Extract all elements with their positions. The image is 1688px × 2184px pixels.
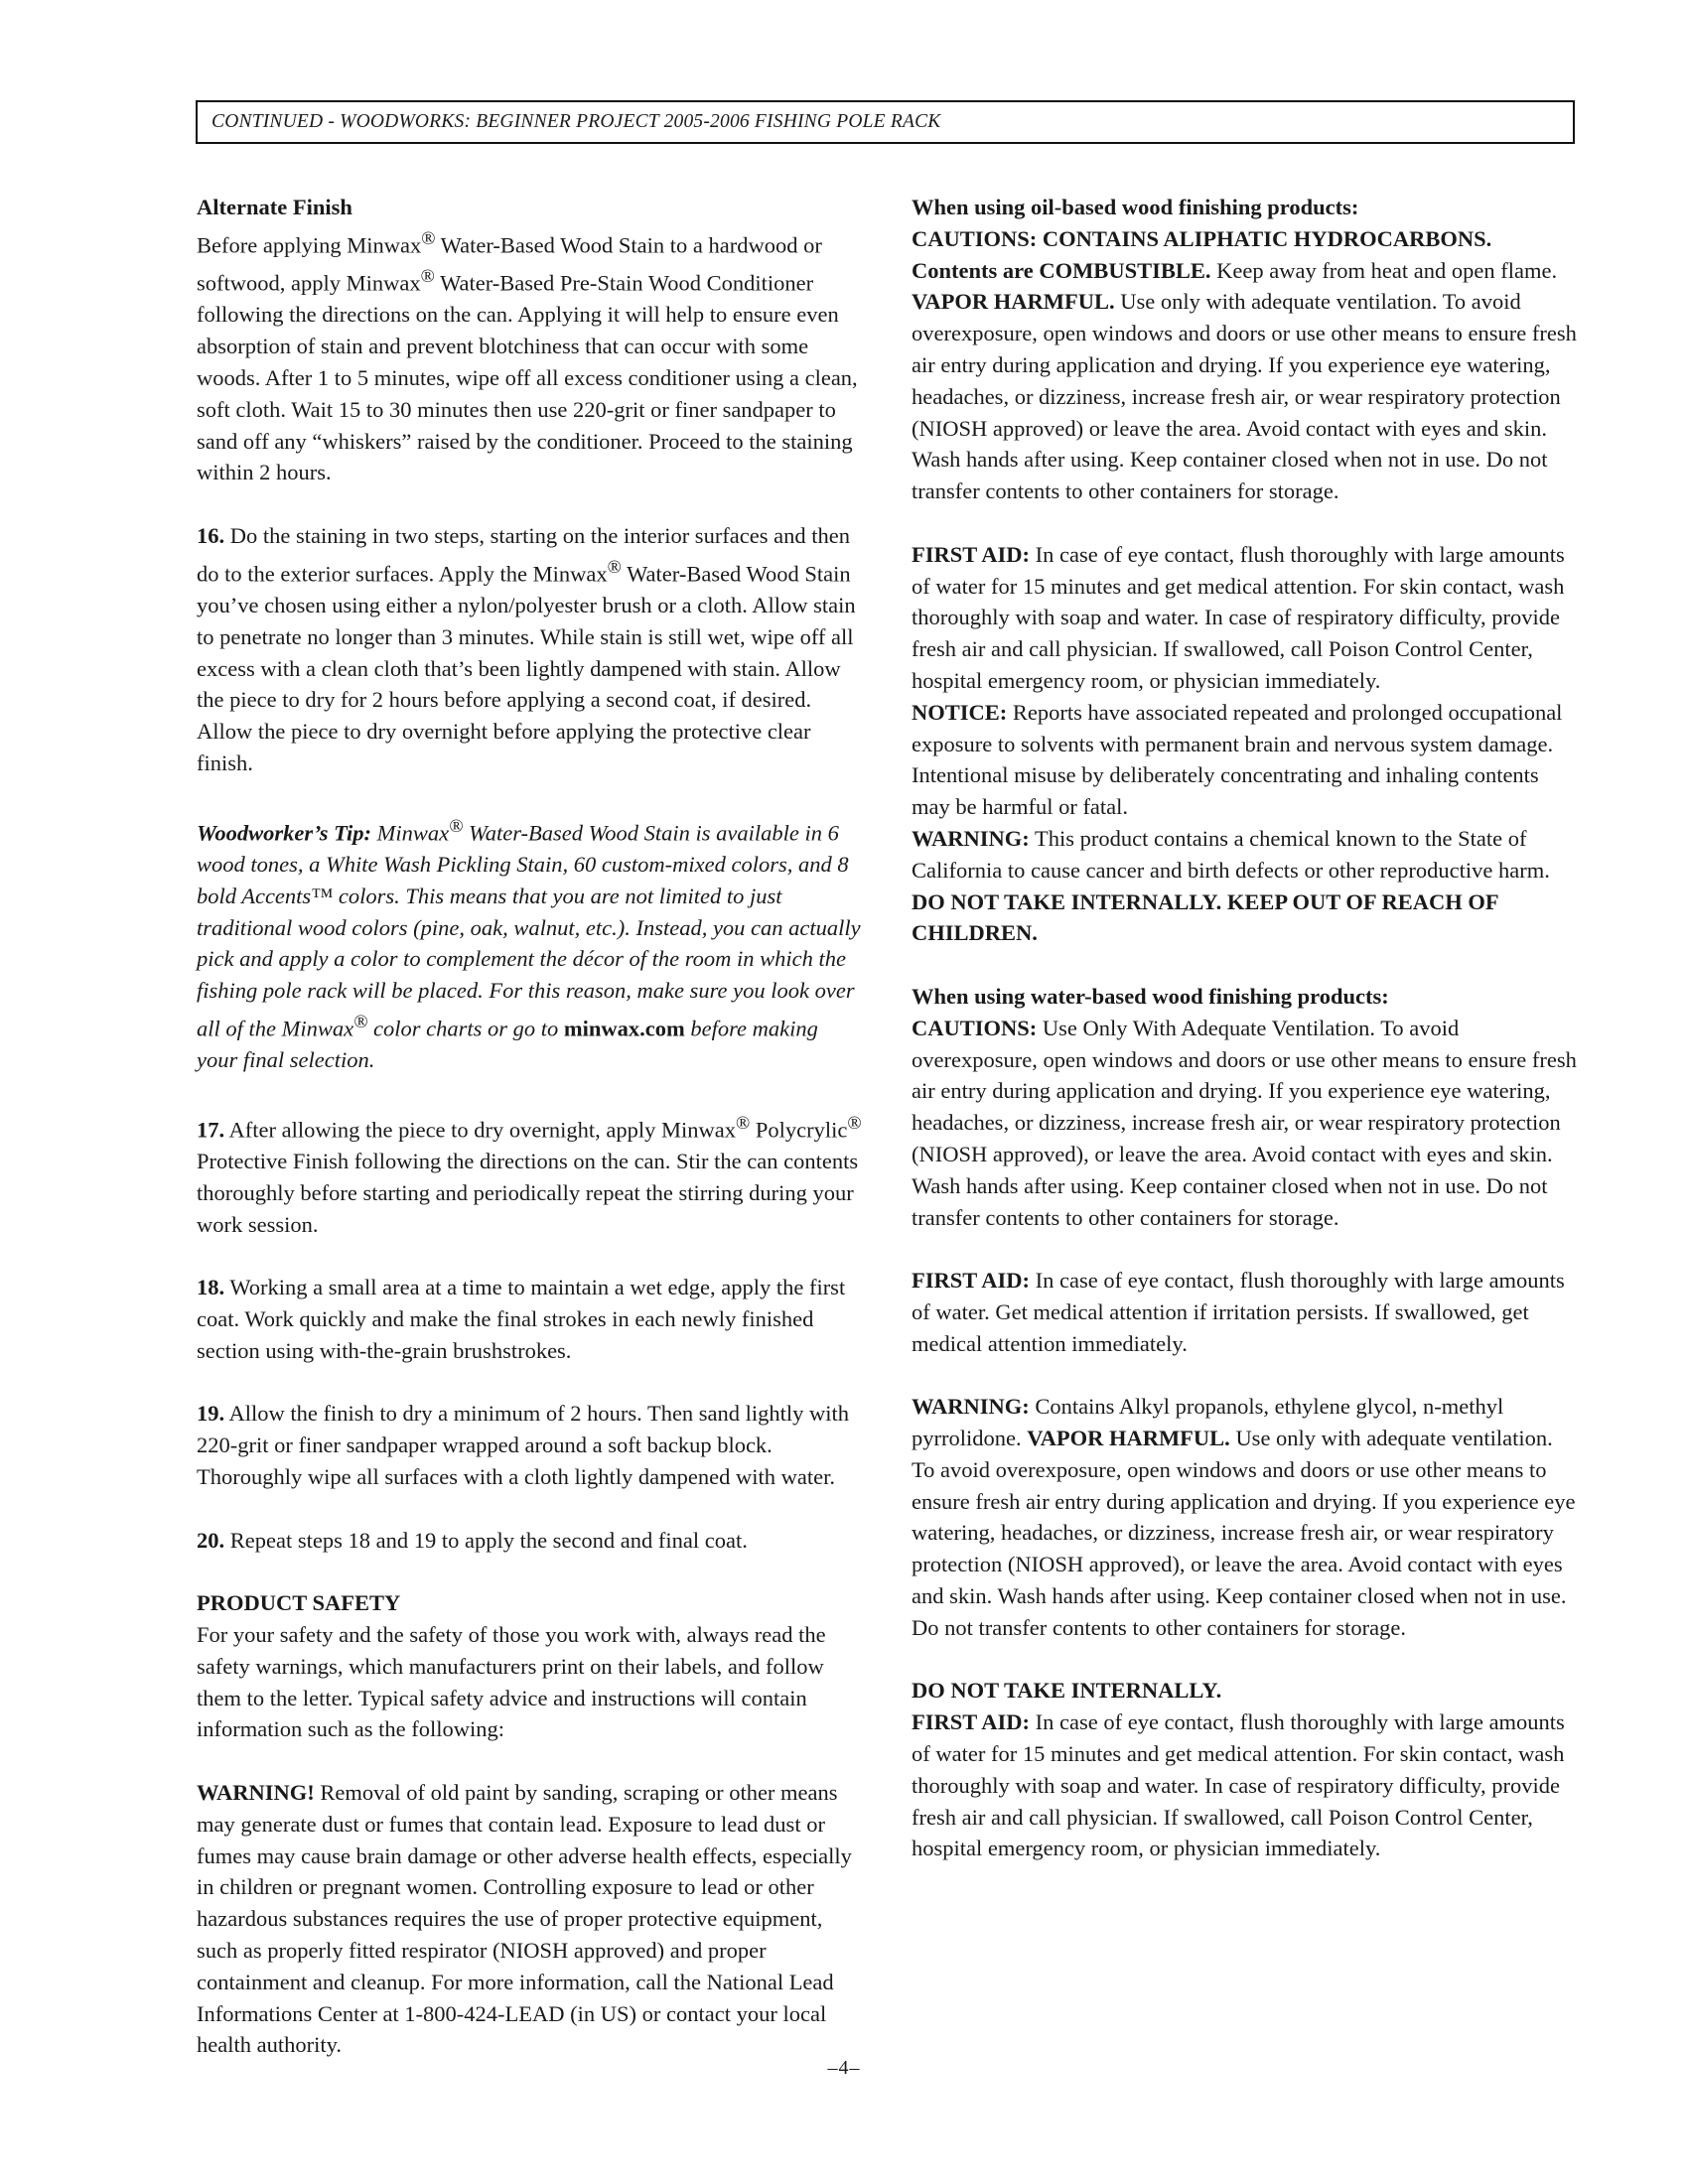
- step-19: [197, 1398, 862, 1492]
- product-safety-text: For your safety and the safety of those you work with, always read the safety warnings, which manufacturers print on their labels, and follow them to the letter. Typical safety advice and instructions will contain information such as the following:: [197, 1622, 826, 1742]
- first-aid-label: FIRST AID:: [912, 1268, 1030, 1294]
- first-aid-label: FIRST AID:: [912, 541, 1030, 567]
- warning-label: WARNING!: [197, 1780, 315, 1806]
- water-based-final-section: [912, 1675, 1579, 1864]
- tip-text: Water-Based Wood Stain is available in 6 wood tones, a White Wash Pickling Stain, 60 custom-mixed colors, and 8 bold Accents™ colors. This means that you are not limited to just traditional wood colors (pine, oak, walnut, etc.). Instead, you can actually pick and apply a color to complement the décor of the room in which the fishing pole rack will be placed. For this reason, make sure you look over all of the Minwax: [197, 820, 861, 1041]
- product-safety-section: [197, 1587, 862, 1745]
- step-text: Polycrylic: [750, 1117, 848, 1143]
- first-aid-text: In case of eye contact, flush thoroughly with large amounts of water for 15 minutes and get medical attention. For skin contact, wash thoroughly with soap and water. In case of respiratory difficulty, provide fresh air and call physician. If swallowed, call Poison Control Center, hospital emergency room, or physician immediately.: [912, 1709, 1565, 1861]
- warning-label: WARNING:: [912, 1394, 1030, 1420]
- step-16: [197, 520, 862, 779]
- registered-mark: ®: [847, 1112, 862, 1134]
- step-text: After allowing the piece to dry overnight, apply Minwax: [224, 1117, 736, 1143]
- step-17: [197, 1108, 862, 1241]
- oil-based-section: [912, 192, 1579, 507]
- tip-text: before making your final selection.: [197, 1016, 818, 1073]
- oil-based-heading: When using oil-based wood finishing products:: [912, 195, 1359, 219]
- vapor-harmful-label: VAPOR HARMFUL.: [912, 289, 1115, 315]
- page-number: –4–: [827, 2057, 861, 2079]
- water-based-heading: When using water-based wood finishing products:: [912, 983, 1389, 1009]
- woodworkers-tip: [197, 811, 862, 1076]
- tip-label: Woodworker’s Tip:: [197, 820, 372, 846]
- step-text: Repeat steps 18 and 19 to apply the second and final coat.: [224, 1527, 748, 1553]
- step-number: 19.: [197, 1401, 225, 1427]
- first-aid-label: FIRST AID:: [912, 1709, 1030, 1735]
- step-number: 20.: [197, 1527, 225, 1553]
- warning-label: WARNING:: [912, 825, 1030, 851]
- registered-mark: ®: [449, 815, 464, 837]
- caution-label: CAUTIONS:: [912, 1015, 1038, 1040]
- registered-mark: ®: [421, 227, 436, 249]
- registered-mark: ®: [736, 1112, 751, 1134]
- step-number: 16.: [197, 522, 225, 548]
- step-number: 17.: [197, 1117, 225, 1143]
- step-text: Working a small area at a time to maintain a wet edge, apply the first coat. Work quickly and make the final strokes in each newly finished section using with-the-grain brushstrokes.: [197, 1275, 846, 1363]
- alternate-finish-section: [197, 192, 862, 488]
- notice-label: NOTICE:: [912, 699, 1008, 725]
- caution-text: Keep away from heat and open flame.: [1210, 257, 1558, 283]
- warning-text: This product contains a chemical known to the State of California to cause cancer and birth defects or other reproductive harm.: [912, 825, 1550, 883]
- step-text: Water-Based Wood Stain you’ve chosen using either a nylon/polyester brush or a cloth. Allow stain to penetrate no longer than 3 minutes. While stain is still wet, wipe off all excess with a clean cloth that’s been lightly dampened with stain. Allow the piece to dry for 2 hours before applying a second coat, if desired. Allow the piece to dry overnight before applying the protective clear finish.: [197, 561, 856, 776]
- caution-text: Use only with adequate ventilation. To avoid overexposure, open windows and doors or use other means to ensure fresh air entry during application and drying. If you experience eye watering, headaches, or dizziness, increase fresh air, or wear respiratory protection (NIOSH approved) or leave the area. Avoid contact with eyes and skin. Wash hands after using. Keep container closed when not in use. Do not transfer contents to other containers for storage.: [912, 289, 1577, 504]
- caution-text: Use Only With Adequate Ventilation. To avoid overexposure, open windows and doors or use other means to ensure fresh air entry during application and drying. If you experience eye watering, headaches, or dizziness, increase fresh air, or wear respiratory protection (NIOSH approved), or leave the area. Avoid contact with eyes and skin. Wash hands after using. Keep container closed when not in use. Do not transfer contents to other containers for storage.: [912, 1015, 1577, 1230]
- step-text: Protective Finish following the directions on the can. Stir the can contents thoroughly before starting and periodically repeat the stirring during your work session.: [197, 1149, 859, 1237]
- tip-text: Minwax: [371, 820, 450, 846]
- step-text: Do the staining in two steps, starting on the interior surfaces and then do to the exterior surfaces. Apply the Minwax: [197, 522, 850, 587]
- first-aid-text: In case of eye contact, flush thoroughly with large amounts of water. Get medical attention if irritation persists. If swallowed, get medical attention immediately.: [912, 1268, 1565, 1356]
- alternate-finish-heading: Alternate Finish: [197, 195, 352, 219]
- right-column: [912, 192, 1579, 1864]
- step-text: Allow the finish to dry a minimum of 2 hours. Then sand lightly with 220-grit or finer sandpaper wrapped around a soft backup block. Thoroughly wipe all surfaces with a cloth lightly dampened with water.: [197, 1401, 850, 1490]
- oil-based-first-aid-section: [912, 539, 1579, 949]
- alternate-finish-text: Water-Based Wood Stain to a hardwood or softwood, apply Minwax: [197, 232, 822, 296]
- step-number: 18.: [197, 1275, 225, 1300]
- step-20: [197, 1525, 862, 1557]
- warning-text: Contains Alkyl propanols, ethylene glycol, n-methyl pyrrolidone.: [912, 1394, 1504, 1451]
- water-based-warning: [912, 1391, 1579, 1643]
- warning-text: Use only with adequate ventilation. To avoid overexposure, open windows and doors or use other means to ensure fresh air entry during application and drying. If you experience eye watering, headaches, or dizziness, increase fresh air, or wear respiratory protection (NIOSH approved), or leave the area. Avoid contact with eyes and skin. Wash hands after using. Keep container closed when not in use. Do not transfer contents to other containers for storage.: [912, 1426, 1576, 1640]
- warning-text: Removal of old paint by sanding, scraping or other means may generate dust or fumes that contain lead. Exposure to lead dust or fumes may cause brain damage or other adverse health effects, especially in children or pregnant women. Controlling exposure to lead or other hazardous substances requires the use of proper protective equipment, such as properly fitted respirator (NIOSH approved) and proper containment and cleanup. For more information, call the National Lead Informations Center at 1-800-424-LEAD (in US) or contact your local health authority.: [197, 1780, 852, 2058]
- registered-mark: ®: [420, 266, 435, 288]
- vapor-harmful-label: VAPOR HARMFUL.: [1027, 1426, 1230, 1451]
- do-not-take-internally: DO NOT TAKE INTERNALLY. KEEP OUT OF REACH OF CHILDREN.: [912, 888, 1498, 946]
- lead-warning: [197, 1777, 862, 2061]
- water-based-section: [912, 981, 1579, 1233]
- page-header: [196, 100, 1575, 144]
- registered-mark: ®: [607, 556, 622, 578]
- product-safety-heading: PRODUCT SAFETY: [197, 1590, 401, 1616]
- header-title: CONTINUED - WOODWORKS: BEGINNER PROJECT 2005-2006 FISHING POLE RACK: [211, 111, 941, 132]
- alternate-finish-text: Before applying Minwax: [197, 232, 422, 258]
- water-based-first-aid: [912, 1265, 1579, 1359]
- do-not-take-internally: DO NOT TAKE INTERNALLY.: [912, 1678, 1222, 1704]
- minwax-link[interactable]: minwax.com: [563, 1016, 685, 1041]
- alternate-finish-text: Water-Based Pre-Stain Wood Conditioner following the directions on the can. Applying it will help to ensure even absorption of stain and prevent blotchiness that can occur with some woods. After 1 to 5 minutes, wipe off all excess conditioner using a clean, soft cloth. Wait 15 to 30 minutes then use 220-grit or finer sandpaper to sand off any “whiskers” raised by the conditioner. Proceed to the staining within 2 hours.: [197, 270, 858, 485]
- left-column: [197, 192, 862, 2061]
- caution-label: CAUTIONS: CONTAINS ALIPHATIC HYDROCARBONS. Contents are COMBUSTIBLE.: [912, 225, 1492, 283]
- notice-text: Reports have associated repeated and prolonged occupational exposure to solvents with permanent brain and nervous system damage. Intentional misuse by deliberately concentrating and inhaling contents may be harmful or fatal.: [912, 699, 1563, 820]
- tip-text: color charts or go to: [367, 1016, 564, 1041]
- step-18: [197, 1272, 862, 1366]
- registered-mark: ®: [353, 1011, 368, 1032]
- first-aid-text: In case of eye contact, flush thoroughly with large amounts of water for 15 minutes and get medical attention. For skin contact, wash thoroughly with soap and water. In case of respiratory difficulty, provide fresh air and call physician. If swallowed, call Poison Control Center, hospital emergency room, or physician immediately.: [912, 541, 1565, 693]
